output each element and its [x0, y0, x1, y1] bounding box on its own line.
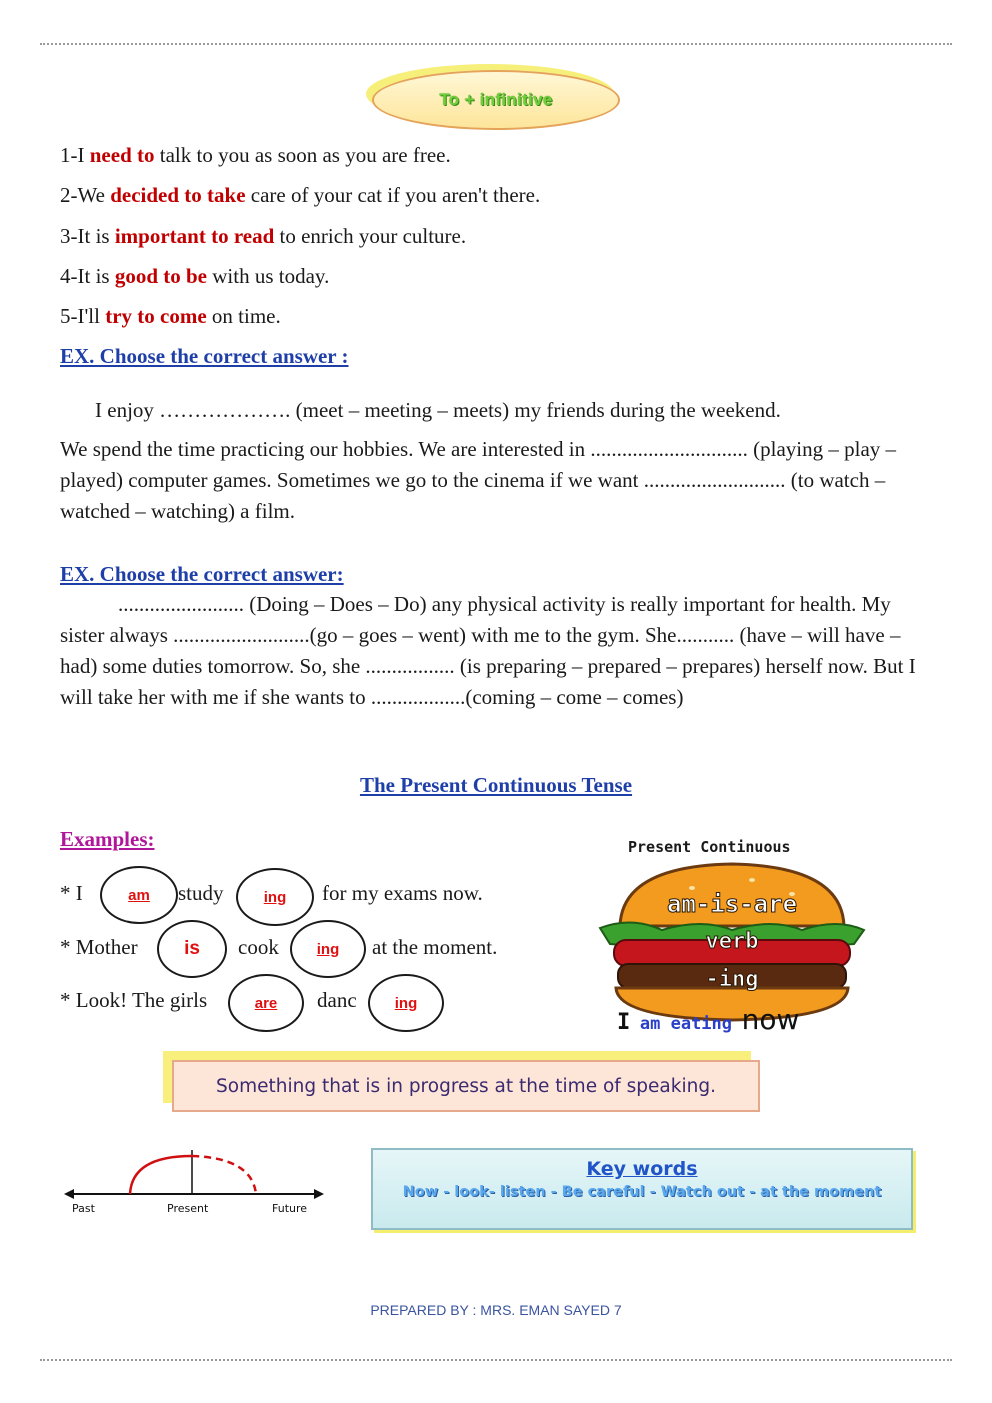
exercise2-heading: EX. Choose the correct answer:: [60, 562, 344, 586]
exercise1-paragraph: We spend the time practicing our hobbies. We are interested in .............................. (playing – play – played) computer games. Sometimes we go to the cinema if we want ........................... (to watch – watched – watching) a film.: [60, 437, 897, 523]
sentence-5: 5-I'll try to come on time.: [60, 304, 281, 328]
sentence-3: 3-It is important to read to enrich your culture.: [60, 224, 467, 248]
example-1-end: for my exams now.: [322, 881, 483, 905]
definition-text: Something that is in progress at the time of speaking.: [216, 1075, 716, 1097]
example-2-verb: cook: [238, 935, 279, 959]
tense-title: The Present Continuous Tense: [359, 773, 633, 797]
timeline-past: Past: [72, 1202, 95, 1215]
aux-circle-2: is: [157, 920, 227, 978]
example-3-start: * Look! The girls: [60, 988, 208, 1012]
burger-sentence: I am eating now: [617, 1003, 800, 1036]
footer: PREPARED BY : MRS. EMAN SAYED 7: [370, 1302, 622, 1318]
sentence-4: 4-It is good to be with us today.: [60, 264, 330, 288]
aux-circle-3: are: [228, 974, 304, 1032]
examples-heading: Examples:: [60, 827, 155, 851]
keywords-box: [371, 1148, 913, 1230]
keywords-title: Key words: [586, 1158, 698, 1180]
exercise1-heading: EX. Choose the correct answer :: [60, 344, 349, 368]
burger-layer-ing: -ing: [705, 967, 759, 992]
burger-caption: Present Continuous: [628, 838, 791, 856]
sentence-2: 2-We decided to take care of your cat if you aren't there.: [60, 183, 541, 207]
example-1-verb: study: [178, 881, 224, 905]
top-border: [40, 43, 952, 45]
timeline-present: Present: [167, 1202, 209, 1215]
exercise2-paragraph: ........................ (Doing – Does – Do) any physical activity is really important for health. My sister always ..........................(go – goes – went) with me to the gym. She........... (have – will have – had) some duties tomorrow. So, she ................. (is preparing – prepared – prepares) herself now. But I will take her with me if she wants to ..................(coming – come – comes): [60, 592, 916, 709]
exercise1-line1: I enjoy ………………. (meet – meeting – meets) my friends during the weekend.: [95, 398, 781, 422]
ing-circle-2: ing: [290, 920, 366, 978]
example-3-verb: danc: [317, 988, 357, 1012]
definition-callout: [172, 1060, 760, 1112]
example-2-end: at the moment.: [372, 935, 498, 959]
burger-layer-verb: verb: [705, 929, 759, 954]
bottom-border: [40, 1359, 952, 1361]
example-2-start: * Mother: [60, 935, 138, 959]
sentence-1: 1-I need to talk to you as soon as you are free.: [60, 143, 451, 167]
aux-circle-1: am: [100, 866, 178, 924]
keywords-list: Now - look- listen - Be careful - Watch out - at the moment: [402, 1184, 882, 1200]
example-1-start: * I: [60, 881, 83, 905]
page-title: To + infinitive: [439, 90, 553, 109]
title-banner: [372, 70, 620, 130]
ing-circle-1: ing: [236, 868, 314, 926]
tense-title-row: [0, 773, 992, 798]
burger-layer-aux: am-is-are: [666, 890, 798, 918]
ing-circle-3: ing: [368, 974, 444, 1032]
timeline-future: Future: [272, 1202, 308, 1215]
